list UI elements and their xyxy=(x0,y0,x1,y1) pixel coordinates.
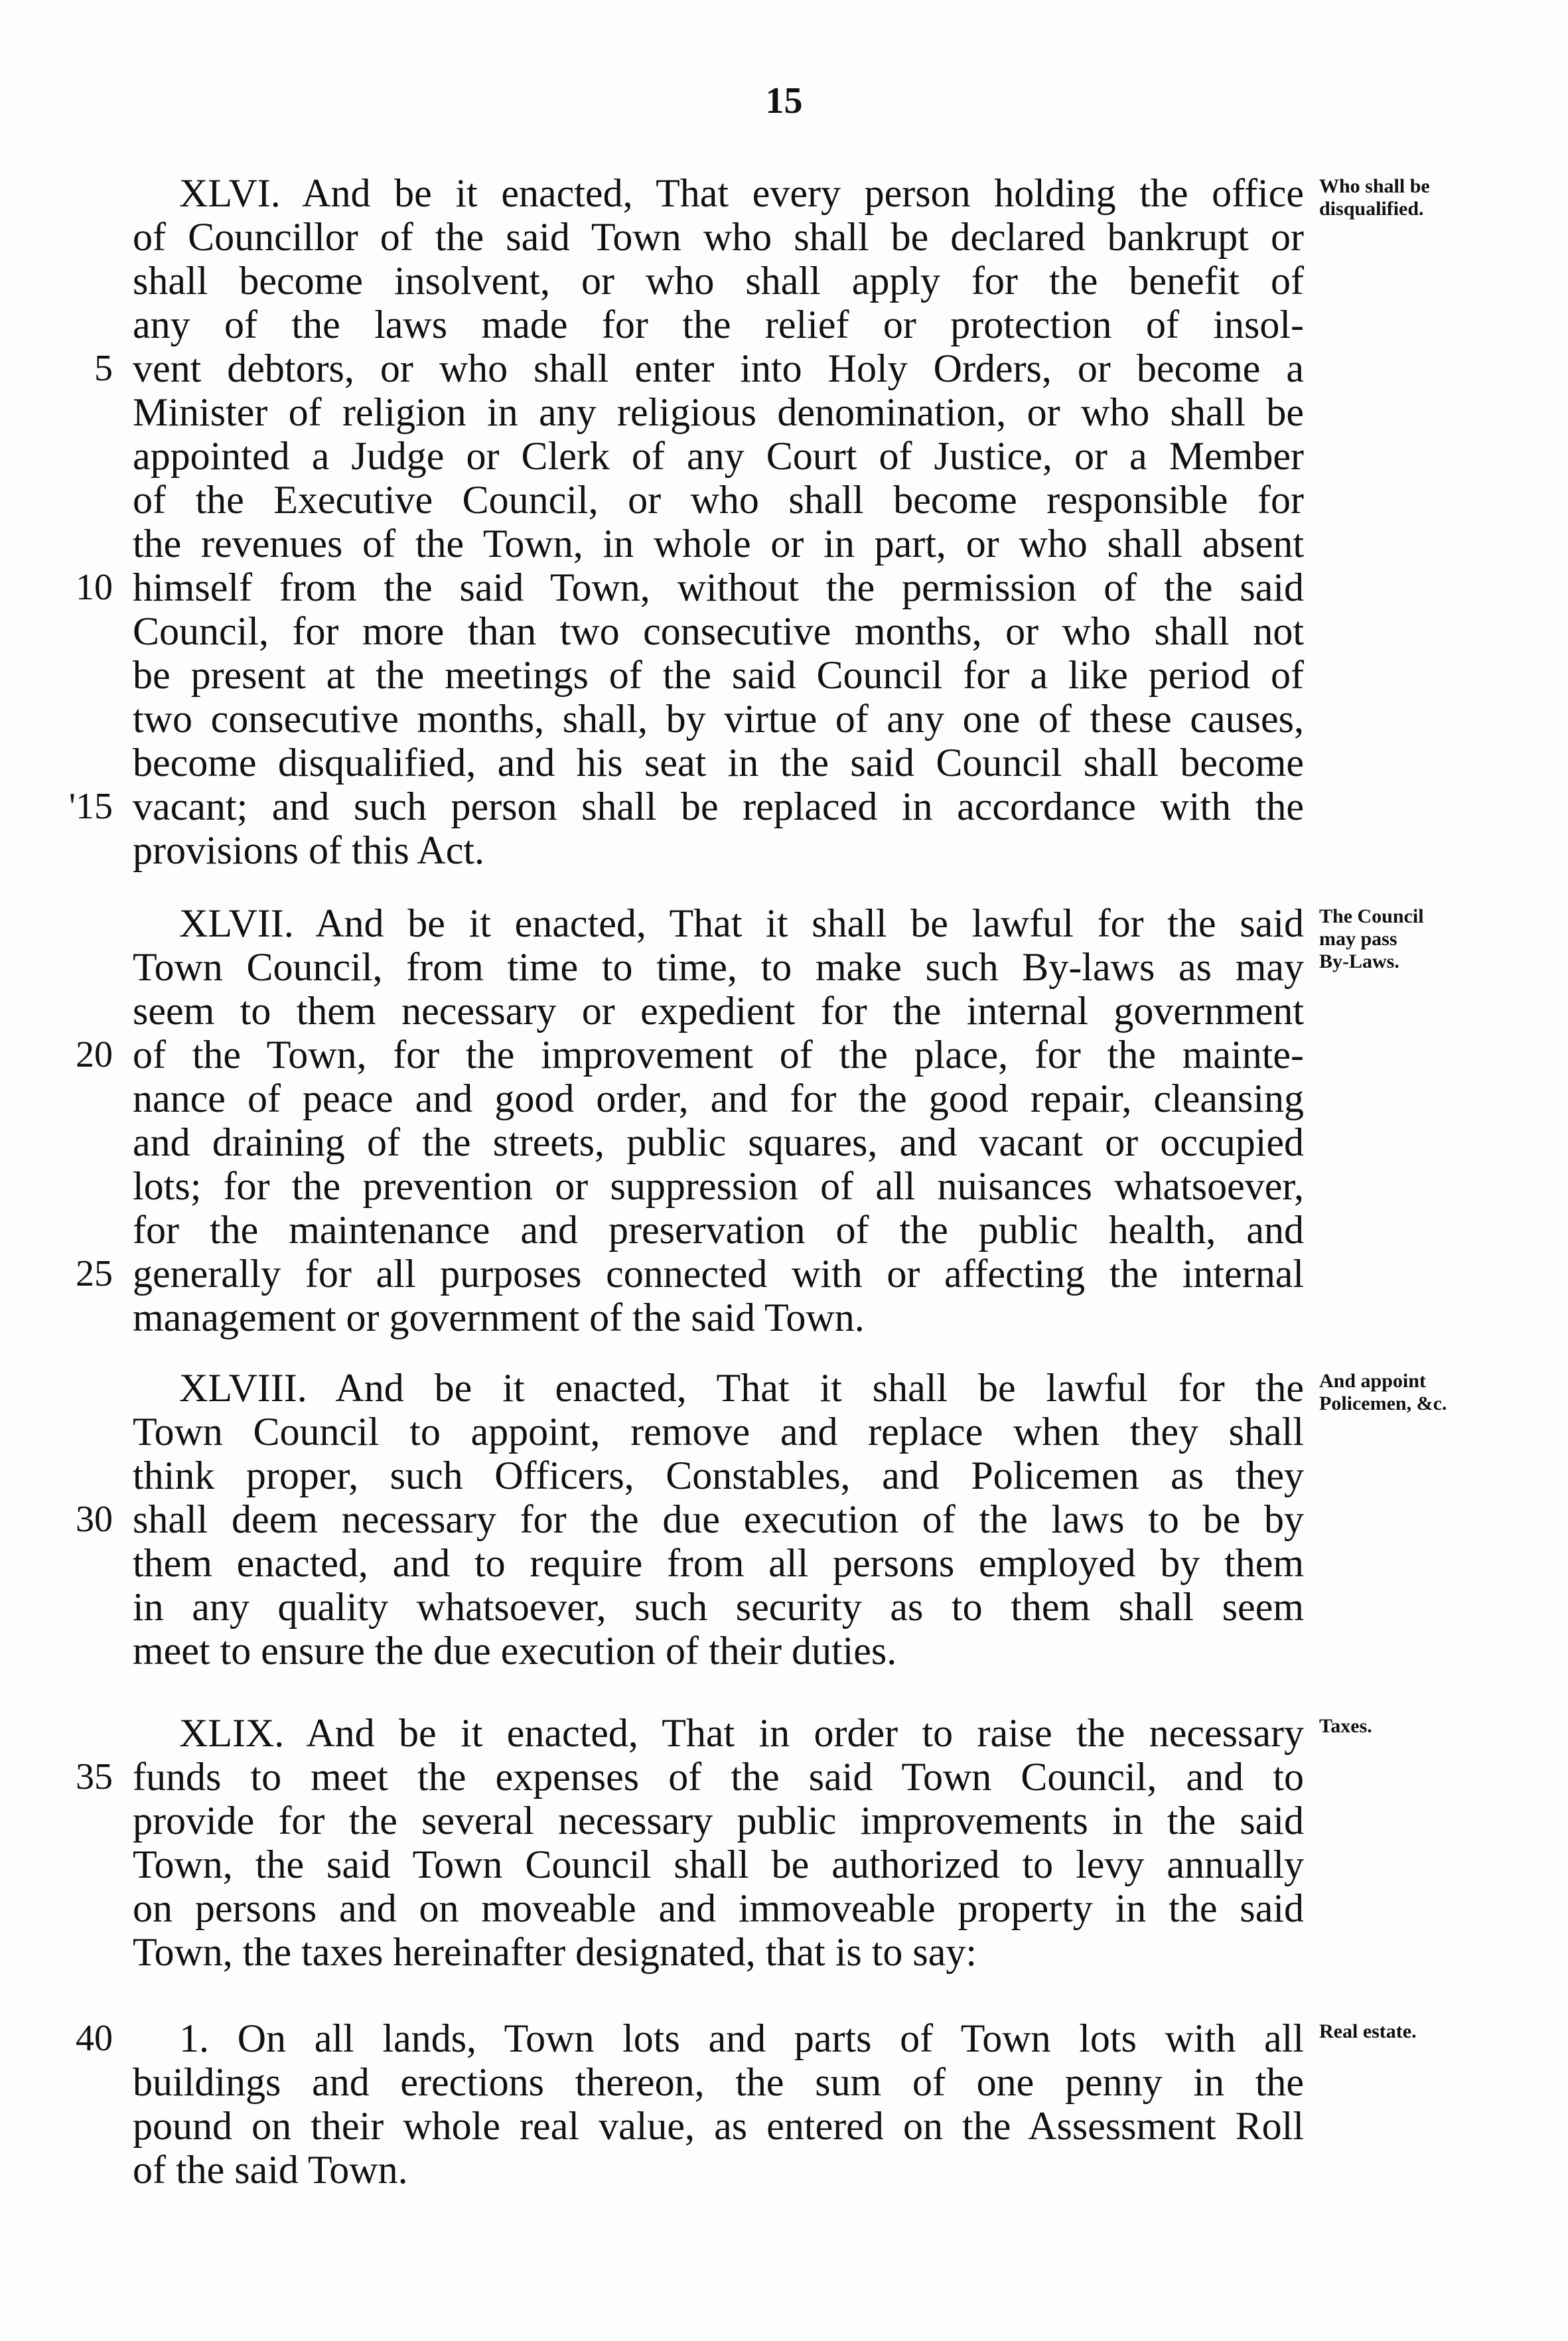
margin-note-line: The Council xyxy=(1319,905,1424,927)
margin-note-line: By-Laws. xyxy=(1319,950,1399,972)
margin-note-line: Taxes. xyxy=(1319,1715,1372,1737)
margin-note xyxy=(1319,175,1558,220)
text-line: for the maintenance and preservation of the public health, and xyxy=(133,1208,1304,1252)
text-line: pound on their whole real value, as entered on the Assessment Roll xyxy=(133,2104,1304,2148)
margin-note-line: Real estate. xyxy=(1319,2020,1417,2042)
text-line: management or government of the said Town. xyxy=(133,1296,865,1339)
margin-note-line: Policemen, &c. xyxy=(1319,1393,1447,1414)
line-number: 40 xyxy=(76,2018,113,2059)
text-line: XLVII. And be it enacted, That it shall be lawful for the said xyxy=(179,901,1304,945)
text-line: appointed a Judge or Clerk of any Court of Justice, or a Member xyxy=(133,434,1304,478)
text-line: of the Town, for the improvement of the place, for the mainte- xyxy=(133,1033,1304,1077)
text-line: on persons and on moveable and immoveable property in the said xyxy=(133,1886,1304,1930)
text-line: XLVI. And be it enacted, That every person holding the office xyxy=(179,171,1304,215)
text-line: XLIX. And be it enacted, That in order to raise the necessary xyxy=(179,1711,1304,1755)
text-line: himself from the said Town, without the permission of the said xyxy=(133,566,1304,609)
text-line: shall become insolvent, or who shall apply for the benefit of xyxy=(133,259,1304,303)
text-line: 1. On all lands, Town lots and parts of Town lots with all xyxy=(179,2016,1304,2060)
text-line: lots; for the prevention or suppression of all nuisances whatsoever, xyxy=(133,1164,1304,1208)
text-line: provisions of this Act. xyxy=(133,828,485,872)
line-number: '15 xyxy=(68,786,113,827)
text-line: think proper, such Officers, Constables, and Policemen as they xyxy=(133,1454,1304,1497)
text-line: buildings and erections thereon, the sum of one penny in the xyxy=(133,2060,1304,2104)
text-line: shall deem necessary for the due execution of the laws to be by xyxy=(133,1497,1304,1541)
text-line: funds to meet the expenses of the said Town Council, and to xyxy=(133,1755,1304,1799)
text-line: Council, for more than two consecutive months, or who shall not xyxy=(133,609,1304,653)
margin-note xyxy=(1319,1715,1558,1738)
text-line: become disqualified, and his seat in the said Council shall become xyxy=(133,741,1304,785)
margin-note xyxy=(1319,2020,1558,2043)
margin-note xyxy=(1319,1370,1558,1415)
text-line: of the said Town. xyxy=(133,2148,408,2192)
line-number: 30 xyxy=(76,1499,113,1540)
margin-note-line: Who shall be xyxy=(1319,175,1430,197)
text-line: two consecutive months, shall, by virtue of any one of these causes, xyxy=(133,697,1304,741)
text-line: of Councillor of the said Town who shall be declared bankrupt or xyxy=(133,215,1304,259)
text-line: the revenues of the Town, in whole or in part, or who shall absent xyxy=(133,522,1304,566)
margin-note-line: And appoint xyxy=(1319,1370,1426,1392)
text-line: generally for all purposes connected with or affecting the internal xyxy=(133,1252,1304,1296)
text-line: vacant; and such person shall be replaced in accordance with the xyxy=(133,785,1304,828)
text-line: Town, the said Town Council shall be authorized to levy annually xyxy=(133,1843,1304,1886)
page-number: 15 xyxy=(765,80,803,121)
text-line: be present at the meetings of the said Council for a like period of xyxy=(133,653,1304,697)
margin-note-line: may pass xyxy=(1319,928,1397,950)
text-line: of the Executive Council, or who shall become responsible for xyxy=(133,478,1304,522)
text-line: any of the laws made for the relief or protection of insol- xyxy=(133,303,1304,346)
text-line: Town, the taxes hereinafter designated, that is to say: xyxy=(133,1930,977,1974)
line-number: 10 xyxy=(76,567,113,608)
line-number: 20 xyxy=(76,1034,113,1075)
margin-note xyxy=(1319,905,1558,973)
text-line: and draining of the streets, public squares, and vacant or occupied xyxy=(133,1120,1304,1164)
margin-note-line: disqualified. xyxy=(1319,198,1424,220)
text-line: meet to ensure the due execution of their duties. xyxy=(133,1629,897,1673)
line-number: 5 xyxy=(94,348,113,389)
text-line: vent debtors, or who shall enter into Holy Orders, or become a xyxy=(133,346,1304,390)
text-line: XLVIII. And be it enacted, That it shall be lawful for the xyxy=(179,1366,1304,1410)
text-line: seem to them necessary or expedient for the internal government xyxy=(133,989,1304,1033)
line-number: 25 xyxy=(76,1253,113,1294)
text-line: Town Council, from time to time, to make such By-laws as may xyxy=(133,945,1304,989)
text-line: nance of peace and good order, and for the good repair, cleansing xyxy=(133,1077,1304,1120)
line-number: 35 xyxy=(76,1756,113,1797)
text-line: them enacted, and to require from all persons employed by them xyxy=(133,1541,1304,1585)
text-line: Minister of religion in any religious denomination, or who shall be xyxy=(133,390,1304,434)
text-line: Town Council to appoint, remove and replace when they shall xyxy=(133,1410,1304,1454)
text-line: provide for the several necessary public improvements in the said xyxy=(133,1799,1304,1843)
text-line: in any quality whatsoever, such security as to them shall seem xyxy=(133,1585,1304,1629)
